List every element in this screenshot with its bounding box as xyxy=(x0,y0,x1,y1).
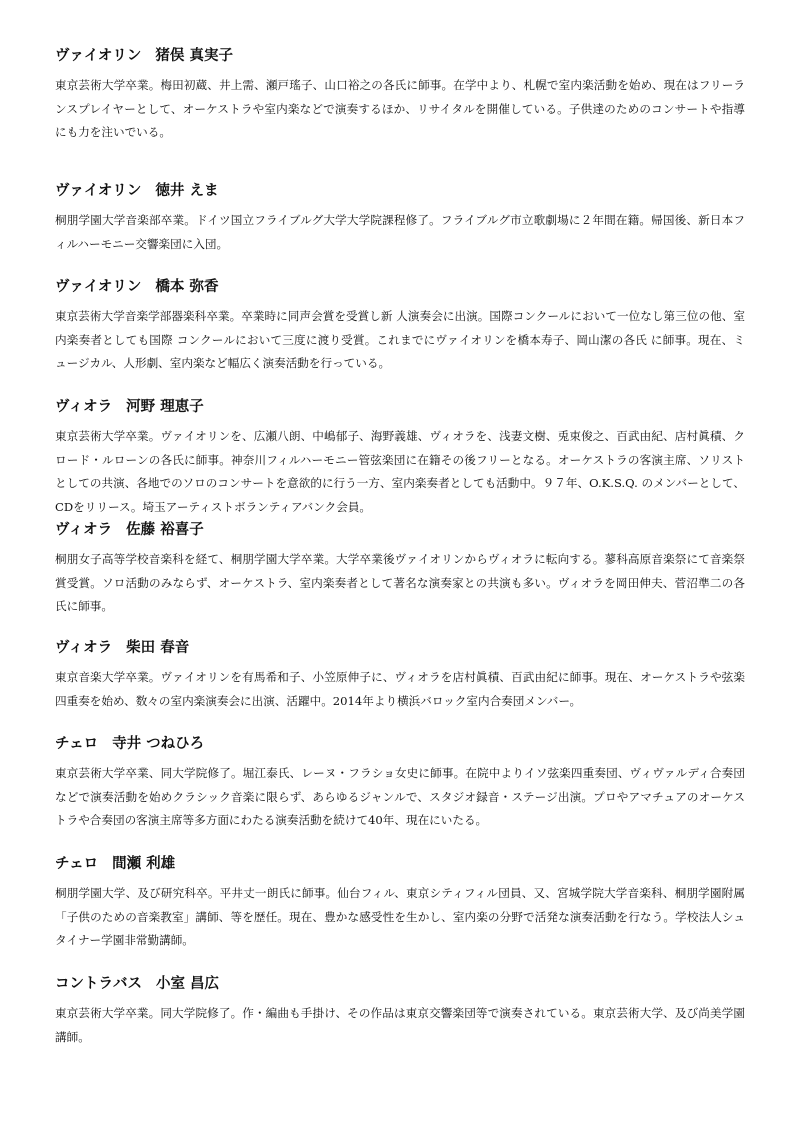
profile-heading xyxy=(55,181,745,201)
profile-heading xyxy=(55,854,745,874)
profile-biography: 東京芸術大学卒業、同大学院修了。堀江泰氏、レーヌ・フラショ女史に師事。在院中よりイソ弦楽四重奏団、ヴィヴァルディ合奏団などで演奏活動を始めクラシック音楽に限らず、あらゆるジャンルで、スタジオ録音・ステージ出演。プロやアマチュアのオーケストラや合奏団の客演主席等多方面にわたる演奏活動を続けて40年、現在にいたる。 xyxy=(55,766,745,827)
profile-entry xyxy=(55,974,745,1050)
musician-name: 寺井 つねひろ xyxy=(112,736,205,752)
instrument-label: ヴァイオリン xyxy=(55,279,142,295)
profile-biography: 桐朋学園大学、及び研究科卒。平井丈一朗氏に師事。仙台フィル、東京シティフィル団員、又、宮城学院大学音楽科、桐朋学園附属「子供のための音楽教室」講師、等を歴任。現在、豊かな感受性を生かし、室内楽の分野で活発な演奏活動を行なう。学校法人シュタイナー学園非常勤講師。 xyxy=(55,886,745,947)
profile-biography: 東京音楽大学卒業。ヴァイオリンを有馬希和子、小笠原伸子に、ヴィオラを店村眞積、百武由紀に師事。現在、オーケストラや弦楽四重奏を始め、数々の室内楽演奏会に出演、活躍中。2014年より横浜バロック室内合奏団メンバー。 xyxy=(55,670,745,708)
instrument-label: ヴァイオリン xyxy=(55,48,142,64)
profile-biography: 東京芸術大学卒業。梅田初蔵、井上需、瀬戸瑤子、山口裕之の各氏に師事。在学中より、札幌で室内楽活動を始め、現在はフリーランスプレイヤーとして、オーケストラや室内楽などで演奏するほか、リサイタルを開催している。子供達のためのコンサートや指導にも力を注いでいる。 xyxy=(55,78,745,139)
profile-heading xyxy=(55,974,745,994)
profile-heading xyxy=(55,46,745,66)
profile-heading xyxy=(55,397,745,417)
profile-entry xyxy=(55,46,745,181)
profile-biography: 東京芸術大学卒業。同大学院修了。作・編曲も手掛け、その作品は東京交響楽団等で演奏されている。東京芸術大学、及び尚美学園講師。 xyxy=(55,1006,745,1044)
profile-heading xyxy=(55,638,745,658)
profile-entry xyxy=(55,181,745,277)
profile-biography: 東京芸術大学卒業。ヴァイオリンを、広瀬八朗、中嶋郁子、海野義雄、ヴィオラを、浅妻文樹、兎束俊之、百武由紀、店村眞積、クロード・ルローンの各氏に師事。神奈川フィルハーモニー管弦楽団に在籍その後フリーとなる。オーケストラの客演主席、ソリストとしての共演、各地でのソロのコンサートを意欲的に行う一方、室内楽奏者としても活動中。９７年、O.K.S.Q. のメンバーとして、CDをリリース。埼玉アーティストボランティアバンク会員。 xyxy=(55,429,745,514)
profile-heading xyxy=(55,520,745,540)
instrument-label: ヴィオラ xyxy=(55,522,113,538)
profile-biography: 東京芸術大学音楽学部器楽科卒業。卒業時に同声会賞を受賞し新 人演奏会に出演。国際コンクールにおいて一位なし第三位の他、室内楽奏者としても国際 コンクールにおいて三度に渡り受賞。これまでにヴァイオリンを橋本寿子、岡山潔の各氏 に師事。現在、ミュージカル、人形劇、室内楽など幅広く演奏活動を行っている。 xyxy=(55,309,745,370)
instrument-label: コントラバス xyxy=(55,976,142,992)
musician-profiles-page xyxy=(55,46,745,1050)
instrument-label: ヴィオラ xyxy=(55,640,113,656)
instrument-label: チェロ xyxy=(55,736,99,752)
musician-name: 猪俣 真実子 xyxy=(155,48,233,64)
musician-name: 佐藤 裕喜子 xyxy=(126,522,204,538)
instrument-label: ヴァイオリン xyxy=(55,183,142,199)
musician-name: 間瀬 利雄 xyxy=(112,856,176,872)
musician-name: 河野 理恵子 xyxy=(126,399,204,415)
profile-entry xyxy=(55,854,745,974)
profile-heading xyxy=(55,277,745,297)
profile-entry xyxy=(55,277,745,397)
instrument-label: チェロ xyxy=(55,856,99,872)
profile-biography: 桐朋女子高等学校音楽科を経て、桐朋学園大学卒業。大学卒業後ヴァイオリンからヴィオラに転向する。蓼科高原音楽祭にて音楽祭賞受賞。ソロ活動のみならず、オーケストラ、室内楽奏者として著名な演奏家との共演も多い。ヴィオラを岡田伸夫、菅沼準二の各氏に師事。 xyxy=(55,552,745,613)
profile-entry xyxy=(55,638,745,734)
profile-entry xyxy=(55,397,745,520)
profile-entry xyxy=(55,734,745,854)
musician-name: 橋本 弥香 xyxy=(155,279,219,295)
musician-name: 徳井 えま xyxy=(155,183,219,199)
musician-name: 小室 昌広 xyxy=(156,976,220,992)
musician-name: 柴田 春音 xyxy=(126,640,190,656)
instrument-label: ヴィオラ xyxy=(55,399,113,415)
profile-biography: 桐朋学園大学音楽部卒業。ドイツ国立フライブルグ大学大学院課程修了。フライブルグ市立歌劇場に２年間在籍。帰国後、新日本フィルハーモニー交響楽団に入団。 xyxy=(55,213,745,251)
profile-entry xyxy=(55,520,745,638)
profile-heading xyxy=(55,734,745,754)
